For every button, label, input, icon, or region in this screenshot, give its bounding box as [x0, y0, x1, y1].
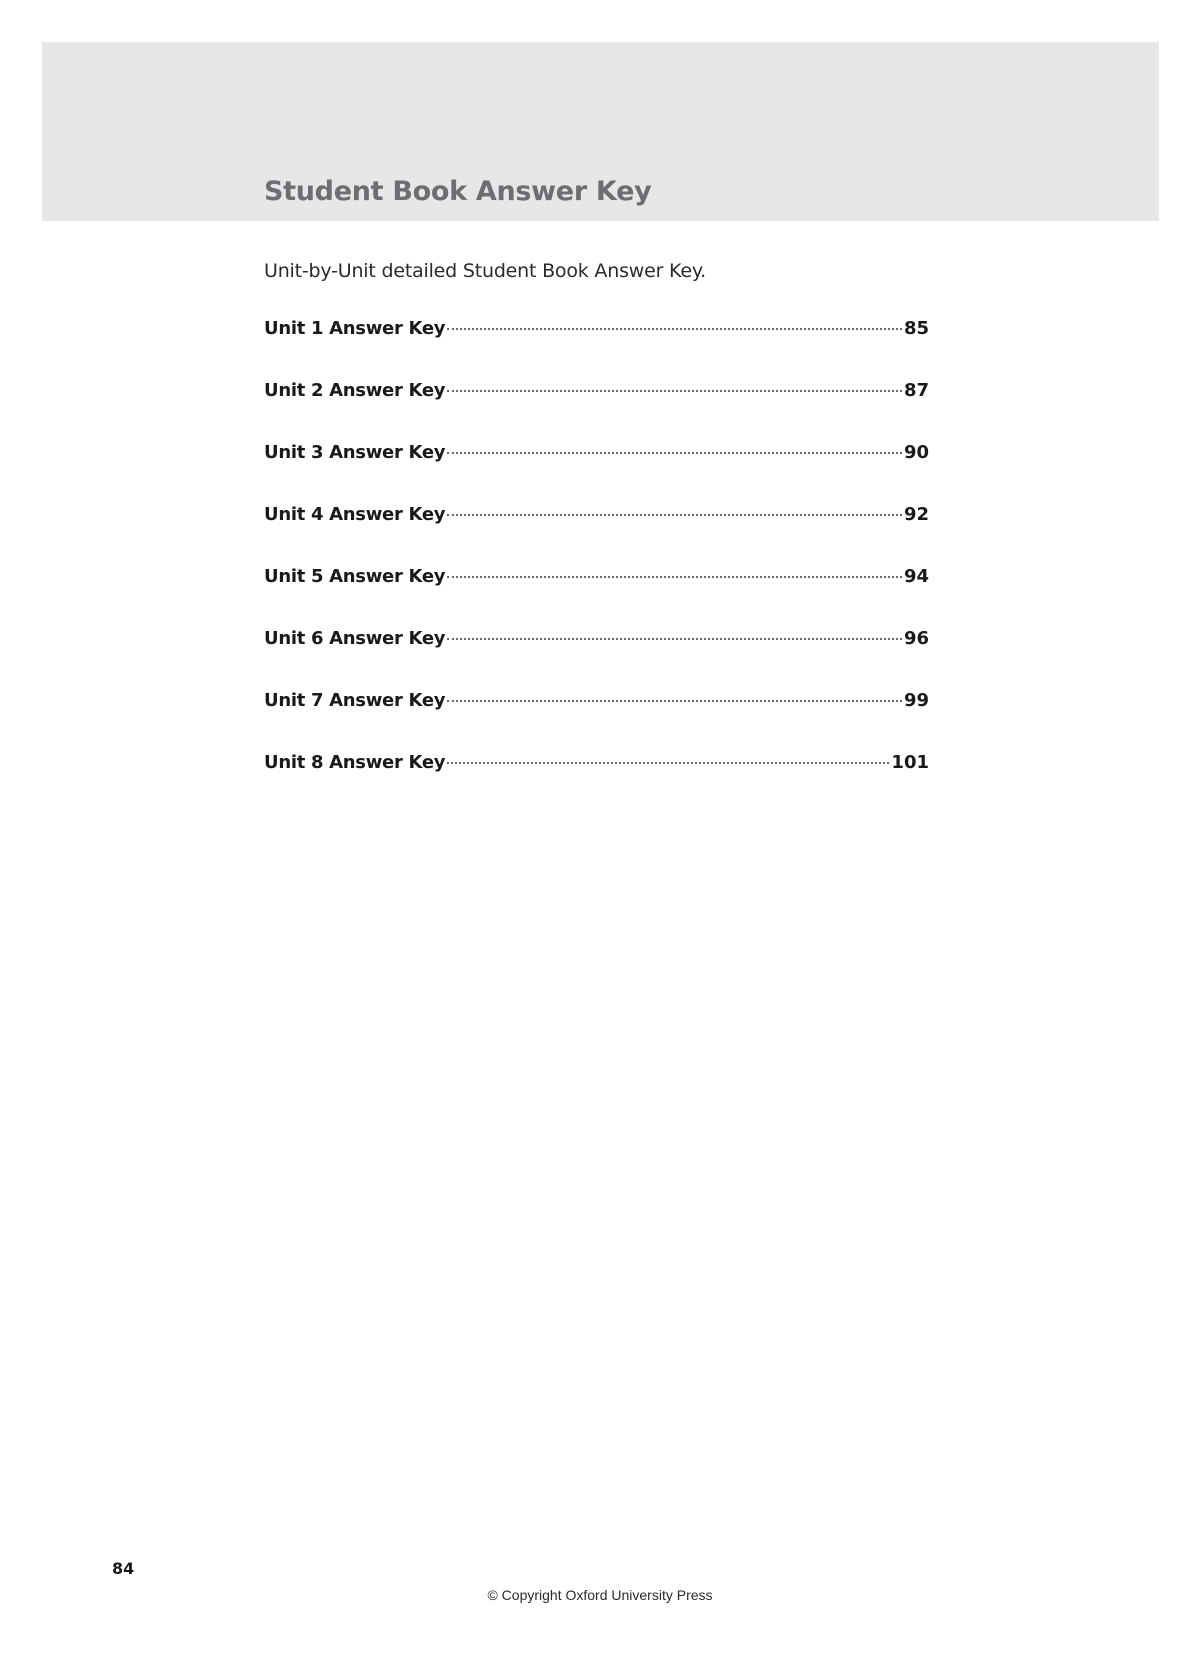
toc-entry-unit-3[interactable]: [264, 442, 929, 504]
toc-entry-page: 96: [903, 628, 929, 649]
toc-entry-label: Unit 4 Answer Key: [264, 504, 446, 525]
toc-entry-unit-2[interactable]: [264, 380, 929, 442]
toc-entry-page: 101: [891, 752, 929, 773]
toc-entry-page: 90: [903, 442, 929, 463]
toc-entry-unit-4[interactable]: [264, 504, 929, 566]
toc-entry-unit-6[interactable]: [264, 628, 929, 690]
toc-entry-label: Unit 3 Answer Key: [264, 442, 446, 463]
toc-entry-page: 85: [903, 318, 929, 339]
toc-entry-label: Unit 8 Answer Key: [264, 752, 446, 773]
intro-text: Unit-by-Unit detailed Student Book Answer Key.: [264, 260, 707, 282]
toc-entry-unit-7[interactable]: [264, 690, 929, 752]
toc-entry-page: 92: [903, 504, 929, 525]
toc-entry-unit-1[interactable]: [264, 318, 929, 380]
dot-leader: [447, 638, 902, 640]
dot-leader: [447, 514, 902, 516]
toc-entry-label: Unit 5 Answer Key: [264, 566, 446, 587]
dot-leader: [447, 328, 902, 330]
dot-leader: [447, 762, 889, 764]
dot-leader: [447, 390, 902, 392]
toc-entry-page: 87: [903, 380, 929, 401]
toc-entry-unit-5[interactable]: [264, 566, 929, 628]
dot-leader: [447, 576, 902, 578]
dot-leader: [447, 452, 902, 454]
toc-entry-page: 94: [903, 566, 929, 587]
copyright-notice: © Copyright Oxford University Press: [487, 1587, 713, 1603]
toc-entry-page: 99: [903, 690, 929, 711]
page-title: Student Book Answer Key: [264, 176, 652, 207]
toc-entry-unit-8[interactable]: [264, 752, 929, 814]
toc-entry-label: Unit 1 Answer Key: [264, 318, 446, 339]
dot-leader: [447, 700, 902, 702]
table-of-contents: [264, 318, 929, 814]
page-number: 84: [112, 1559, 135, 1578]
toc-entry-label: Unit 2 Answer Key: [264, 380, 446, 401]
toc-entry-label: Unit 6 Answer Key: [264, 628, 446, 649]
toc-entry-label: Unit 7 Answer Key: [264, 690, 446, 711]
